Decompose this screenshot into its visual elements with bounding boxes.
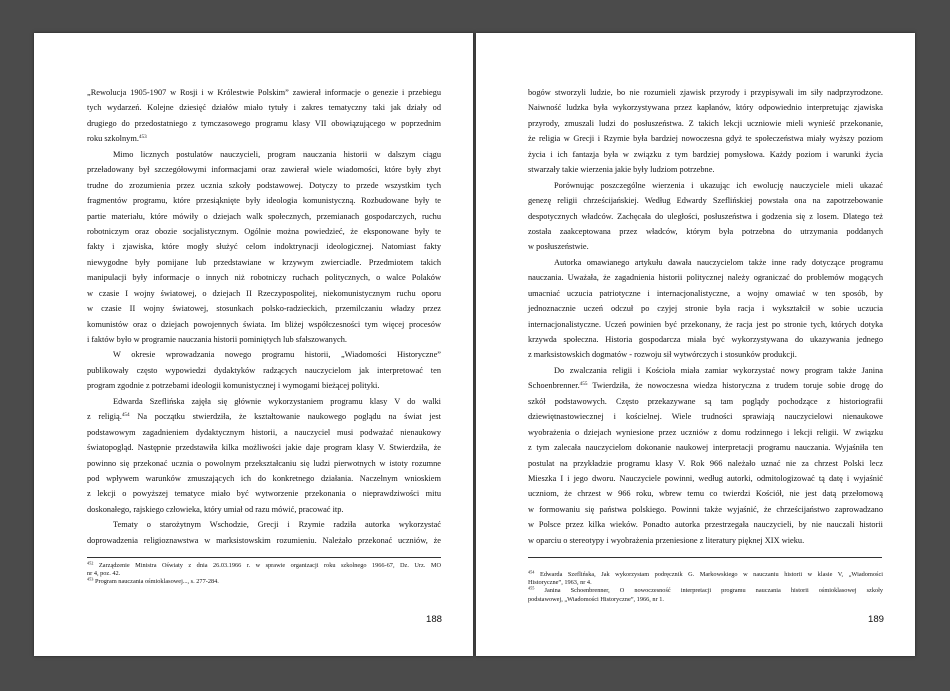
text-line: stwarzały takie wierzenia jakie były ludziom potrzebne. xyxy=(528,165,715,175)
left-body-text xyxy=(87,85,441,548)
footnote-text: Historyczne”, 1963, nr 4. xyxy=(528,579,592,587)
footnote-ref: 453 xyxy=(138,134,147,141)
text-line: Mimo licznych postulatów nauczycieli, program nauczania historii w dalszym ciągu xyxy=(113,149,441,159)
text-line: internacjonalistyczne. Uczeń powinien być przekonany, że racja jest po stronie tych, których dotyka xyxy=(528,319,883,329)
footnote-number: 453 xyxy=(87,576,94,582)
page-number: 188 xyxy=(425,614,442,625)
text-line: w czasie I wojny światowej, o dziejach II Rzeczypospolitej, niekomunistycznym ruchu oporu xyxy=(87,288,441,298)
text-line: Mieszka I i jego dworu. Nauczyciele powinni, według autorki, odmitologizować tą datę i wyjaśnić xyxy=(528,473,883,483)
text-line: przeładowany był szczegółowymi informacjami oraz zawierał wiele wiadomości, które były zbyt xyxy=(87,165,441,175)
footnote-ref: 455 xyxy=(579,381,588,388)
footnote-text: Zarządzenie Ministra Oświaty z dnia 26.03.1966 r. w sprawie organizacji roku szkolnego 1966-67, Dz. Urz. MO xyxy=(98,562,441,569)
text-line: Autorka omawianego artykułu dawała nauczycielom także inne rady dotyczące programu xyxy=(554,257,883,267)
text-line: w posłuszeństwie. xyxy=(528,242,589,252)
footnote-text: nr 4, poz. 42. xyxy=(87,570,121,578)
text-line: postulat na przykładzie programu klasy V. Rok 966 należało uznać nie za chrzest Polski lecz xyxy=(528,458,883,468)
footnote-ref: 454 xyxy=(121,412,130,419)
text-line: i faktów było w programie nauczania historii pominiętych lub sfałszowanych. xyxy=(87,335,347,344)
text-line: partie materiału, które mówiły o dziejach walk społecznych, przemianach gospodarczych, ruchu xyxy=(87,211,441,221)
text-line: w Polsce przez kilka wieków. Ponadto autorka przestrzegała nauczycieli, by nie nauczali historii xyxy=(528,520,883,530)
text-line xyxy=(528,378,883,393)
text-line: została zaakceptowana przez władców, którym była potrzebna do utrzymania poddanych xyxy=(528,226,883,236)
text-line: szkół podstawowych. Często przekazywane są tam poglądy pochodzące z historiografii xyxy=(528,396,883,406)
text-line: życia i ich fantazja była w związku z tym bardziej pomysłowa. Każdy poziom i warunki życia xyxy=(528,149,883,159)
text-line: Tematy o starożytnym Wschodzie, Grecji i Rzymie radziła autorka wykorzystać xyxy=(113,520,441,530)
text-line: Do zwalczania religii i Kościoła miała zamiar wykorzystać nowy program także Janina xyxy=(554,365,883,375)
footnote-divider xyxy=(528,557,882,558)
footnote-number: 452 xyxy=(87,560,94,566)
text-line: że religia w Grecji i Rzymie była bardziej nowoczesna gdyż te społeczeństwa miały wyższy poziom xyxy=(528,134,883,144)
footnote-number: 454 xyxy=(528,569,535,575)
text-line: światopogląd. Następnie przedstawiła kilka możliwości jakie daje program klasy V. Stwierdziła, że xyxy=(87,443,441,453)
text-segment: roku szkolnym. xyxy=(87,134,139,144)
footnote xyxy=(528,587,883,595)
text-line: publikowały często wypowiedzi dydaktyków radzących nauczycielom jak interpretować ten xyxy=(87,365,441,375)
text-line: W okresie wprowadzania nowego programu historii, „Wiadomości Historyczne” xyxy=(113,350,441,360)
left-footnotes xyxy=(87,562,441,587)
text-line: doskonałego, rajskiego człowieka, który umiał od razu mówić, pracować itp. xyxy=(87,504,344,514)
text-line: Porównując poszczególne wierzenia i ukazując ich ewolucję nauczyciele mieli ukazać xyxy=(554,180,883,190)
text-line: w formowaniu się państwa polskiego. Powinni także wyjaśnić, że chrześcijaństwo zaprowadzano xyxy=(528,504,883,514)
text-line: uczniom, że chrzest w 966 roku, wbrew temu co twierdzi Kościół, nie jest datą przełomową xyxy=(528,489,883,499)
text-line: fragmentów programu, które przesiąknięte były ideologia komunistyczną. Rozbudowane były te xyxy=(87,196,441,206)
footnote-number: 455 xyxy=(528,585,535,591)
text-line: jednoznacznie uczeń odczuł po czyjej stronie była racja i wykształcił w sobie uczucia xyxy=(528,304,883,314)
footnote-text: Edwarda Szeflińska, Jak wykorzystam podręcznik G. Markowskiego w nauczaniu historii w klasie V, „Wiadomości xyxy=(540,571,883,578)
text-line: powinno się przekonać ucznia o powolnym przekształcaniu się ludzi pierwotnych w istoty rozumne xyxy=(87,458,441,468)
text-line: wyobrażenia o dziejach wyniesione przez uczniów z domu rodzinnego i lekcji religii. W związku xyxy=(528,427,883,437)
text-line: fakty i zjawiska, które mogły służyć celom indoktrynacji ideologicznej. Natomiast fakty xyxy=(87,242,441,252)
text-line: przyrody, zmuszali ludzi do posłuszeństwa. Z takich lekcji uczniowie mieli wynieść przekonanie, xyxy=(528,118,883,128)
text-line: robotniczym oraz obozie socjalistycznym. Ogólnie można powiedzieć, że eksponowane były te xyxy=(87,226,441,236)
text-line xyxy=(87,409,441,424)
text-line: z lekcji o powyższej tematyce miało być wytworzenie przekonania o nieprawdziwości mitu xyxy=(87,489,441,499)
footnote-divider xyxy=(87,557,441,558)
text-line: dziewiętnastowiecznej i kościelnej. Wiele trudności sprawiają nauczycielowi nienaukowe xyxy=(528,412,883,422)
text-line: despotycznych władców. Zachęcała do uległości, posłuszeństwa i godzenia się z losem. Dlatego też xyxy=(528,211,883,221)
text-line: Naiwność ludzka była wykorzystywana przez kapłanów, który odpowiednio interpretując zjawiska xyxy=(528,103,883,113)
text-line: komunistów oraz o dziejach powojennych świata. Im bliżej współczesności tym więcej procesów xyxy=(87,319,441,329)
text-line: w czasie II wojny światowej, stosunkach polsko-radzieckich, przemilczaniu władzy przez xyxy=(87,304,441,314)
footnote-text: Janina Schoenbrenner, O nowoczesność interpretacji programu nauczania historii ośmioklasowej szkoły xyxy=(544,587,884,595)
footnote xyxy=(528,596,883,604)
text-line: z tym zalecała nauczycielom dokonanie naukowej interpretacji programu nauczania. Wyjaśniła ten xyxy=(528,443,883,453)
text-line: drugiego do przedostatniego z tymczasowego programu klasy VII obowiązującego w poprzednim xyxy=(87,118,441,128)
text-line xyxy=(87,131,441,146)
right-body-text xyxy=(528,85,883,548)
text-line: z marksistowskich dogmatów - rozwoju sił wytwórczych i stosunków produkcji. xyxy=(528,350,797,360)
text-line: „Rewolucja 1905-1907 w Rosji i w Królestwie Polskim” zawierał informacje o genezie i przebiegu xyxy=(87,88,441,97)
text-line: genezę religii chrześcijańskiej. Według Edwardy Szeflińskiej powstała ona na zapotrzebowanie xyxy=(528,196,883,206)
text-line: trudne do zrozumienia przez ucznia szkoły podstawowej. Dotyczy to przede wszystkim tych xyxy=(87,180,441,190)
text-segment: Twierdziła, że nowoczesna wiedza historyczna z trudem toruje sobie drogę do xyxy=(592,381,883,391)
text-segment: Schoenbrenner. xyxy=(528,381,580,391)
footnote xyxy=(87,562,441,570)
text-line: bogów stworzyli ludzie, bo nie rozumieli zjawisk przyrody i przypisywali im siły nadprzyrodzone. xyxy=(528,88,883,97)
text-line: podstawowym zagadnieniem dydaktycznym historii, a nauczyciel musi podważać nienaukowy xyxy=(87,427,441,437)
text-line: umacniać uczucia patriotyczne i internacjonalistyczne, a wojny omawiać w ten sposób, by xyxy=(528,288,883,298)
text-line: pod wpływem warunków zmuszających ich do konkretnego działania. Naczelnym wnioskiem xyxy=(87,473,441,483)
footnote-text: podstawowej, „Wiadomości Historyczne”, 1966, nr 1. xyxy=(528,595,664,603)
text-line: tych wydarzeń. Kolejne dziesięć działów miało tytuły i zakres tematyczny taki jak działy od xyxy=(87,103,441,113)
page-number: 189 xyxy=(867,614,884,625)
text-line: program zgodnie z potrzebami ideologii komunistycznej i wymogami bieżącej polityki. xyxy=(87,381,380,391)
text-line: niewygodne były pomijane lub przedstawiane w krzywym zwierciadle. Przedmiotem takich xyxy=(87,257,441,267)
text-line: doprowadzenia religioznawstwa w marksistowskim rozumieniu. Należało przekonać uczniów, że xyxy=(87,535,441,545)
text-segment: z religią. xyxy=(87,412,122,422)
text-line: krzywda społeczna. Historia gospodarcza miała być wykorzystywana do ukazywania jednego xyxy=(528,335,883,344)
text-line: Edwarda Szeflińska zajęła się głównie wykorzystaniem programu klasy V do walki xyxy=(113,396,441,406)
right-footnotes xyxy=(528,571,883,604)
footnote-text: Program nauczania ośmioklasowej..., s. 277-284. xyxy=(95,578,219,586)
footnote xyxy=(87,578,441,586)
text-line: manipulacji były informacje o innych niż robotniczy ruchach politycznych, o walce Polaków xyxy=(87,273,441,283)
footnote xyxy=(528,571,883,579)
text-segment: Na początku stwierdziła, że kształtowanie naukowego poglądu na świat jest xyxy=(137,412,442,422)
left-page xyxy=(34,33,473,656)
right-page xyxy=(476,33,915,656)
text-line: w oparciu o stereotypy i wyobrażenia przeniesione z literatury pięknej XIX wieku. xyxy=(528,535,805,545)
text-line: nauczania. Uważała, że zagadnienia historii politycznej należy ograniczać do problemów mogących xyxy=(528,273,883,283)
